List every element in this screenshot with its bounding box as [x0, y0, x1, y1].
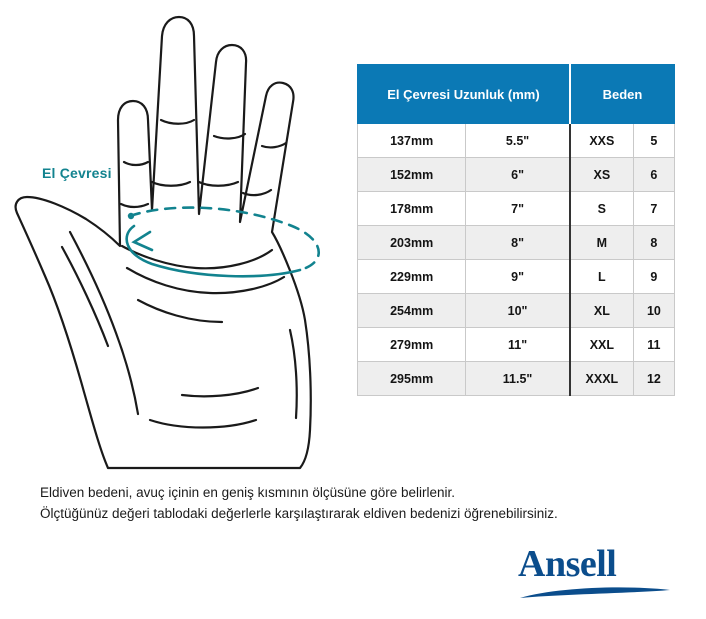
logo-swoosh-icon	[518, 585, 674, 601]
cell-mm: 178mm	[358, 192, 466, 226]
cell-size: XXXL	[570, 362, 633, 396]
cell-inch: 6"	[466, 158, 570, 192]
table-body	[358, 124, 675, 396]
table-row	[358, 192, 675, 226]
table-row	[358, 260, 675, 294]
table-row	[358, 158, 675, 192]
cell-num: 10	[633, 294, 674, 328]
caption-line-1: Eldiven bedeni, avuç içinin en geniş kısmının ölçüsüne göre belirlenir.	[40, 485, 455, 500]
cell-size: S	[570, 192, 633, 226]
cell-mm: 229mm	[358, 260, 466, 294]
cell-inch: 10"	[466, 294, 570, 328]
table-row	[358, 226, 675, 260]
ansell-logo	[518, 545, 678, 601]
table-header-row	[358, 65, 675, 124]
cell-mm: 295mm	[358, 362, 466, 396]
cell-num: 5	[633, 124, 674, 158]
table-row	[358, 294, 675, 328]
logo-wordmark: Ansell	[518, 543, 617, 585]
cell-size: XS	[570, 158, 633, 192]
cell-size: L	[570, 260, 633, 294]
cell-num: 6	[633, 158, 674, 192]
cell-mm: 254mm	[358, 294, 466, 328]
cell-size: XXS	[570, 124, 633, 158]
cell-inch: 5.5"	[466, 124, 570, 158]
caption-line-2: Ölçtüğünüz değeri tablodaki değerlerle karşılaştırarak eldiven bedenizi öğrenebilirsiniz.	[40, 505, 558, 521]
table-row	[358, 124, 675, 158]
header-circumference: El Çevresi Uzunluk (mm)	[358, 65, 570, 124]
cell-num: 8	[633, 226, 674, 260]
caption	[40, 483, 680, 525]
cell-mm: 203mm	[358, 226, 466, 260]
cell-mm: 137mm	[358, 124, 466, 158]
cell-inch: 9"	[466, 260, 570, 294]
cell-num: 12	[633, 362, 674, 396]
hand-circumference-label: El Çevresi	[42, 165, 112, 181]
cell-num: 7	[633, 192, 674, 226]
cell-mm: 279mm	[358, 328, 466, 362]
cell-size: XL	[570, 294, 633, 328]
cell-inch: 11"	[466, 328, 570, 362]
cell-inch: 11.5"	[466, 362, 570, 396]
cell-num: 11	[633, 328, 674, 362]
size-table	[357, 64, 675, 396]
cell-inch: 8"	[466, 226, 570, 260]
cell-size: XXL	[570, 328, 633, 362]
hand-illustration	[0, 0, 350, 470]
cell-size: M	[570, 226, 633, 260]
cell-mm: 152mm	[358, 158, 466, 192]
table-row	[358, 362, 675, 396]
cell-num: 9	[633, 260, 674, 294]
table-row	[358, 328, 675, 362]
cell-inch: 7"	[466, 192, 570, 226]
header-size: Beden	[570, 65, 675, 124]
